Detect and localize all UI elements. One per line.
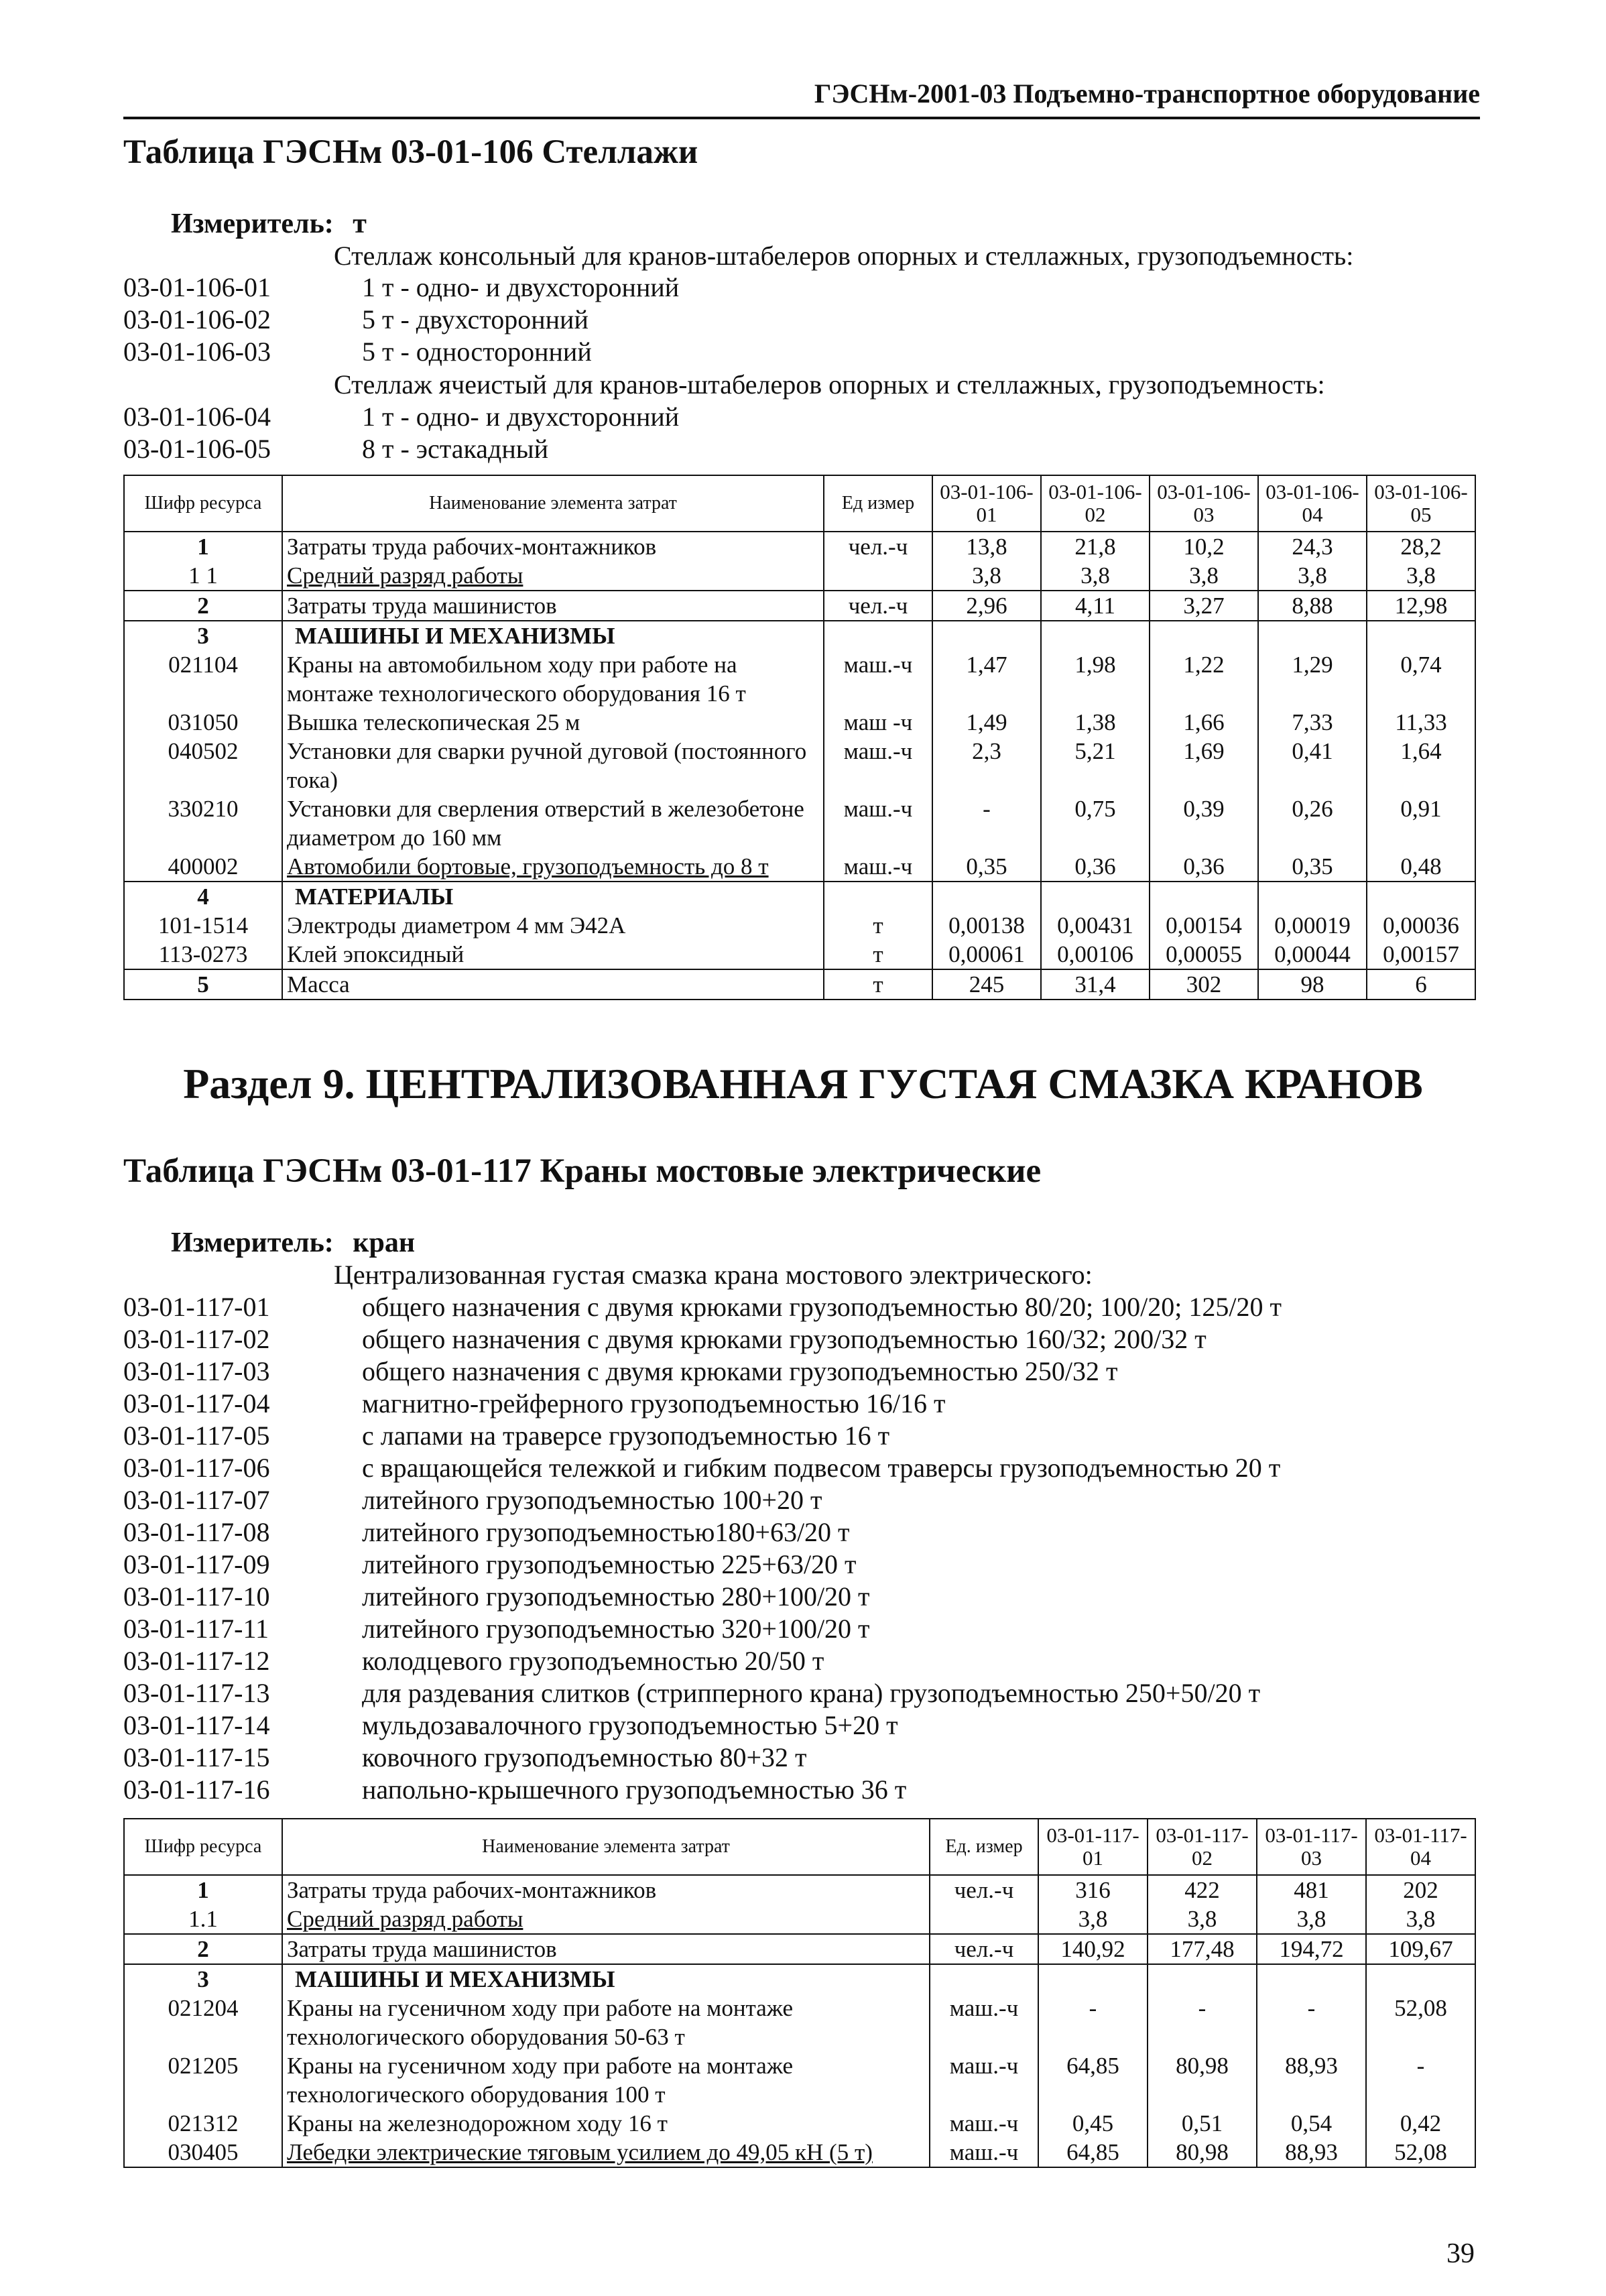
row-unit: чел.-ч: [824, 591, 932, 621]
row-value: 7,33: [1258, 708, 1367, 737]
header-col-1: 03-01-117-01: [1038, 1819, 1148, 1875]
item-text: литейного грузоподъемностью180+63/20 т: [362, 1517, 850, 1547]
table-117-desc: Централизованная густая смазка крана мостового электрического:: [334, 1260, 1093, 1290]
row-value: -: [1148, 1994, 1257, 2051]
item-code: 03-01-117-11: [123, 1614, 269, 1644]
item-text: литейного грузоподъемностью 280+100/20 т: [362, 1581, 870, 1612]
row-value: 0,51: [1148, 2109, 1257, 2138]
row-value: 80,98: [1148, 2138, 1257, 2167]
item-text: магнитно-грейферного грузоподъемностью 16/16 т: [362, 1388, 946, 1418]
item-text: литейного грузоподъемностью 225+63/20 т: [362, 1549, 857, 1579]
item-code: 03-01-117-07: [123, 1485, 270, 1515]
row-value: 1,49: [932, 708, 1041, 737]
row-name: Средний разряд работы: [282, 1905, 930, 1934]
item-code: 03-01-106-03: [123, 337, 271, 367]
table-row: [124, 852, 1475, 882]
row-name: Лебедки электрические тяговым усилием до 49,05 кН (5 т): [282, 2138, 930, 2167]
row-unit: маш.-ч: [824, 852, 932, 882]
row-code: 3: [124, 1964, 282, 1994]
header-unit: Ед. измер: [930, 1819, 1038, 1875]
row-value: 0,00106: [1041, 940, 1150, 969]
table-row: [124, 2138, 1475, 2167]
row-unit: т: [824, 969, 932, 1000]
row-value: 0,00061: [932, 940, 1041, 969]
row-value: 0,75: [1041, 794, 1150, 852]
row-unit: чел.-ч: [824, 532, 932, 561]
row-code: 031050: [124, 708, 282, 737]
item-code: 03-01-117-14: [123, 1710, 270, 1740]
table-row: [124, 737, 1475, 794]
row-value: [1257, 1964, 1366, 1994]
row-value: 481: [1257, 1875, 1366, 1905]
row-code: 113-0273: [124, 940, 282, 969]
row-value: 0,00157: [1367, 940, 1475, 969]
row-unit: маш.-ч: [930, 2051, 1038, 2109]
row-value: 0,39: [1150, 794, 1258, 852]
row-value: [1367, 621, 1475, 650]
row-value: 64,85: [1038, 2051, 1148, 2109]
row-value: 1,22: [1150, 650, 1258, 708]
row-value: [1041, 621, 1150, 650]
row-code: 4: [124, 882, 282, 911]
row-value: 0,45: [1038, 2109, 1148, 2138]
item-code: 03-01-117-16: [123, 1774, 270, 1805]
row-value: [1038, 1964, 1148, 1994]
item-text: 5 т - односторонний: [362, 337, 592, 367]
row-value: [1148, 1964, 1257, 1994]
item-text: 1 т - одно- и двухсторонний: [362, 272, 680, 302]
item-code: 03-01-106-04: [123, 402, 271, 432]
row-code: 400002: [124, 852, 282, 882]
row-value: 422: [1148, 1875, 1257, 1905]
row-value: 302: [1150, 969, 1258, 1000]
row-name: Клей эпоксидный: [282, 940, 824, 969]
row-value: 0,42: [1366, 2109, 1475, 2138]
table-row: [124, 1964, 1475, 1994]
row-value: 0,00036: [1367, 911, 1475, 940]
row-value: 80,98: [1148, 2051, 1257, 2109]
row-value: 28,2: [1367, 532, 1475, 561]
row-name: МАТЕРИАЛЫ: [282, 882, 824, 911]
row-value: 3,8: [1366, 1905, 1475, 1934]
row-unit: маш.-ч: [824, 794, 932, 852]
item-text: 8 т - эстакадный: [362, 434, 549, 464]
row-code: 2: [124, 1934, 282, 1964]
table-106-group2-desc: Стеллаж ячеистый для кранов-штабелеров опорных и стеллажных, грузоподъемность:: [334, 369, 1325, 400]
row-value: 88,93: [1257, 2051, 1366, 2109]
table-117-title: Таблица ГЭСНм 03-01-117 Краны мостовые электрические: [123, 1152, 1042, 1190]
row-value: 1,38: [1041, 708, 1150, 737]
item-code: 03-01-117-09: [123, 1549, 270, 1579]
table-row: [124, 2109, 1475, 2138]
row-name: Установки для сверления отверстий в железобетоне диаметром до 160 мм: [282, 794, 824, 852]
item-code: 03-01-106-02: [123, 304, 271, 335]
row-unit: [930, 1964, 1038, 1994]
row-value: 4,11: [1041, 591, 1150, 621]
row-unit: чел.-ч: [930, 1934, 1038, 1964]
header-unit: Ед измер: [824, 475, 932, 532]
row-value: [932, 621, 1041, 650]
row-name: Электроды диаметром 4 мм Э42А: [282, 911, 824, 940]
row-value: 6: [1367, 969, 1475, 1000]
row-value: -: [932, 794, 1041, 852]
table-row: [124, 621, 1475, 650]
running-header: [123, 75, 1480, 119]
table-row: [124, 882, 1475, 911]
row-value: 0,00154: [1150, 911, 1258, 940]
row-unit: чел.-ч: [930, 1875, 1038, 1905]
row-unit: маш -ч: [824, 708, 932, 737]
row-code: 2: [124, 591, 282, 621]
table-row: [124, 591, 1475, 621]
row-value: [1150, 621, 1258, 650]
row-value: 2,3: [932, 737, 1041, 794]
row-value: 21,8: [1041, 532, 1150, 561]
row-value: 0,91: [1367, 794, 1475, 852]
row-value: 1,47: [932, 650, 1041, 708]
row-value: 0,35: [932, 852, 1041, 882]
row-value: 5,21: [1041, 737, 1150, 794]
row-code: 021104: [124, 650, 282, 708]
row-name: Краны на гусеничном ходу при работе на монтаже технологического оборудования 100 т: [282, 2051, 930, 2109]
table-117-resources: [123, 1818, 1476, 2168]
item-text: для раздевания слитков (стрипперного крана) грузоподъемностью 250+50/20 т: [362, 1678, 1261, 1708]
row-unit: [930, 1905, 1038, 1934]
row-value: 0,48: [1367, 852, 1475, 882]
table-106-measure: [171, 208, 367, 240]
row-code: 021204: [124, 1994, 282, 2051]
row-code: 021312: [124, 2109, 282, 2138]
row-value: 3,8: [1367, 561, 1475, 591]
item-text: ковочного грузоподъемностью 80+32 т: [362, 1742, 807, 1772]
header-col-5: 03-01-106-05: [1367, 475, 1475, 532]
page-number: 39: [1446, 2238, 1475, 2269]
item-code: 03-01-106-01: [123, 272, 271, 302]
row-code: 1: [124, 532, 282, 561]
row-name: Установки для сварки ручной дуговой (постоянного тока): [282, 737, 824, 794]
row-value: 52,08: [1366, 1994, 1475, 2051]
item-text: с лапами на траверсе грузоподъемностью 16 т: [362, 1421, 890, 1451]
row-value: 24,3: [1258, 532, 1367, 561]
item-code: 03-01-117-01: [123, 1292, 270, 1322]
row-code: 101-1514: [124, 911, 282, 940]
row-code: 021205: [124, 2051, 282, 2109]
item-code: 03-01-117-05: [123, 1421, 270, 1451]
row-value: 140,92: [1038, 1934, 1148, 1964]
row-value: 52,08: [1366, 2138, 1475, 2167]
measure-label: Измеритель:: [171, 1227, 334, 1258]
row-value: 0,41: [1258, 737, 1367, 794]
row-value: 3,8: [1041, 561, 1150, 591]
table-106-resources: [123, 475, 1476, 1000]
row-code: 330210: [124, 794, 282, 852]
row-value: 0,00138: [932, 911, 1041, 940]
row-unit: т: [824, 940, 932, 969]
item-text: общего назначения с двумя крюками грузоподъемностью 80/20; 100/20; 125/20 т: [362, 1292, 1282, 1322]
header-name: Наименование элемента затрат: [282, 475, 824, 532]
row-unit: маш.-ч: [930, 2138, 1038, 2167]
row-value: 3,27: [1150, 591, 1258, 621]
row-code: 1: [124, 1875, 282, 1905]
item-text: 5 т - двухсторонний: [362, 304, 589, 335]
row-name: МАШИНЫ И МЕХАНИЗМЫ: [282, 621, 824, 650]
row-unit: [824, 882, 932, 911]
item-text: колодцевого грузоподъемностью 20/50 т: [362, 1646, 824, 1676]
table-row: [124, 969, 1475, 1000]
table-row: [124, 532, 1475, 561]
table-row: [124, 1934, 1475, 1964]
row-value: 0,00431: [1041, 911, 1150, 940]
row-value: [1366, 1964, 1475, 1994]
row-value: [1367, 882, 1475, 911]
row-value: 0,54: [1257, 2109, 1366, 2138]
header-code: Шифр ресурса: [124, 1819, 282, 1875]
row-unit: маш.-ч: [824, 737, 932, 794]
row-value: 0,36: [1150, 852, 1258, 882]
header-title: ГЭСНм-2001-03 Подъемно-транспортное оборудование: [814, 78, 1480, 109]
header-col-3: 03-01-106-03: [1150, 475, 1258, 532]
row-code: 1.1: [124, 1905, 282, 1934]
table-row: [124, 940, 1475, 969]
row-value: 1,98: [1041, 650, 1150, 708]
item-code: 03-01-117-04: [123, 1388, 270, 1418]
row-name: МАШИНЫ И МЕХАНИЗМЫ: [282, 1964, 930, 1994]
row-name: Масса: [282, 969, 824, 1000]
item-code: 03-01-106-05: [123, 434, 271, 464]
header-code: Шифр ресурса: [124, 475, 282, 532]
row-value: 0,00055: [1150, 940, 1258, 969]
row-value: -: [1257, 1994, 1366, 2051]
row-value: 2,96: [932, 591, 1041, 621]
row-value: [1150, 882, 1258, 911]
row-value: 0,00044: [1258, 940, 1367, 969]
row-unit: маш.-ч: [930, 2109, 1038, 2138]
row-value: 109,67: [1366, 1934, 1475, 1964]
table-row: [124, 794, 1475, 852]
row-value: 3,8: [1038, 1905, 1148, 1934]
header-col-4: 03-01-117-04: [1366, 1819, 1475, 1875]
row-value: 3,8: [1258, 561, 1367, 591]
row-value: 1,64: [1367, 737, 1475, 794]
item-text: с вращающейся тележкой и гибким подвесом траверсы грузоподъемностью 20 т: [362, 1453, 1281, 1483]
item-code: 03-01-117-08: [123, 1517, 270, 1547]
row-code: 3: [124, 621, 282, 650]
item-text: общего назначения с двумя крюками грузоподъемностью 160/32; 200/32 т: [362, 1324, 1207, 1354]
row-unit: [824, 561, 932, 591]
table-row: [124, 561, 1475, 591]
table-row: [124, 1905, 1475, 1934]
row-value: 0,26: [1258, 794, 1367, 852]
row-value: 10,2: [1150, 532, 1258, 561]
row-value: 1,66: [1150, 708, 1258, 737]
row-value: 316: [1038, 1875, 1148, 1905]
header-name: Наименование элемента затрат: [282, 1819, 930, 1875]
row-value: 177,48: [1148, 1934, 1257, 1964]
row-value: -: [1366, 2051, 1475, 2109]
measure-unit: кран: [353, 1227, 416, 1258]
row-value: 3,8: [1257, 1905, 1366, 1934]
table-row: [124, 708, 1475, 737]
row-value: 64,85: [1038, 2138, 1148, 2167]
row-unit: [824, 621, 932, 650]
row-value: 1,29: [1258, 650, 1367, 708]
row-value: 194,72: [1257, 1934, 1366, 1964]
row-name: Краны на гусеничном ходу при работе на монтаже технологического оборудования 50-63 т: [282, 1994, 930, 2051]
row-value: 3,8: [1148, 1905, 1257, 1934]
row-code: 1 1: [124, 561, 282, 591]
row-value: 1,69: [1150, 737, 1258, 794]
row-value: 98: [1258, 969, 1367, 1000]
table-row: [124, 650, 1475, 708]
item-text: литейного грузоподъемностью 100+20 т: [362, 1485, 822, 1515]
item-code: 03-01-117-10: [123, 1581, 270, 1612]
row-value: 245: [932, 969, 1041, 1000]
table-row: [124, 911, 1475, 940]
row-value: 0,00019: [1258, 911, 1367, 940]
item-text: общего назначения с двумя крюками грузоподъемностью 250/32 т: [362, 1356, 1118, 1386]
item-text: мульдозавалочного грузоподъемностью 5+20 т: [362, 1710, 898, 1740]
item-text: литейного грузоподъемностью 320+100/20 т: [362, 1614, 870, 1644]
row-value: 0,36: [1041, 852, 1150, 882]
item-code: 03-01-117-02: [123, 1324, 270, 1354]
table-117-measure: [171, 1227, 415, 1259]
table-row: [124, 2051, 1475, 2109]
row-name: Средний разряд работы: [282, 561, 824, 591]
item-code: 03-01-117-13: [123, 1678, 270, 1708]
row-value: 12,98: [1367, 591, 1475, 621]
row-name: Затраты труда машинистов: [282, 1934, 930, 1964]
table-106-title: Таблица ГЭСНм 03-01-106 Стеллажи: [123, 133, 698, 171]
item-code: 03-01-117-06: [123, 1453, 270, 1483]
row-value: [1258, 621, 1367, 650]
row-value: 3,8: [1150, 561, 1258, 591]
row-name: Краны на железнодорожном ходу 16 т: [282, 2109, 930, 2138]
header-col-2: 03-01-106-02: [1041, 475, 1150, 532]
row-value: [1041, 882, 1150, 911]
item-code: 03-01-117-12: [123, 1646, 270, 1676]
row-value: -: [1038, 1994, 1148, 2051]
row-value: 31,4: [1041, 969, 1150, 1000]
table-row: [124, 1994, 1475, 2051]
row-value: 202: [1366, 1875, 1475, 1905]
header-col-4: 03-01-106-04: [1258, 475, 1367, 532]
row-unit: маш.-ч: [930, 1994, 1038, 2051]
row-value: 88,93: [1257, 2138, 1366, 2167]
row-value: 0,74: [1367, 650, 1475, 708]
row-value: 3,8: [932, 561, 1041, 591]
row-value: 8,88: [1258, 591, 1367, 621]
section-title: Раздел 9. ЦЕНТРАЛИЗОВАННАЯ ГУСТАЯ СМАЗКА КРАНОВ: [183, 1060, 1423, 1107]
row-name: Краны на автомобильном ходу при работе на монтаже технологического оборудования 16 т: [282, 650, 824, 708]
row-code: 030405: [124, 2138, 282, 2167]
table-106-group1-desc: Стеллаж консольный для кранов-штабелеров опорных и стеллажных, грузоподъемность:: [334, 241, 1354, 271]
row-value: 11,33: [1367, 708, 1475, 737]
row-name: Автомобили бортовые, грузоподъемность до 8 т: [282, 852, 824, 882]
row-code: 040502: [124, 737, 282, 794]
row-name: Затраты труда машинистов: [282, 591, 824, 621]
row-unit: т: [824, 911, 932, 940]
row-code: 5: [124, 969, 282, 1000]
row-unit: маш.-ч: [824, 650, 932, 708]
row-value: 13,8: [932, 532, 1041, 561]
row-name: Затраты труда рабочих-монтажников: [282, 532, 824, 561]
header-col-3: 03-01-117-03: [1257, 1819, 1366, 1875]
header-col-1: 03-01-106-01: [932, 475, 1041, 532]
row-name: Затраты труда рабочих-монтажников: [282, 1875, 930, 1905]
item-text: 1 т - одно- и двухсторонний: [362, 402, 680, 432]
row-value: [1258, 882, 1367, 911]
row-value: 0,35: [1258, 852, 1367, 882]
header-col-2: 03-01-117-02: [1148, 1819, 1257, 1875]
table-row: [124, 1875, 1475, 1905]
row-value: [932, 882, 1041, 911]
measure-unit: т: [353, 208, 367, 239]
row-name: Вышка телескопическая 25 м: [282, 708, 824, 737]
measure-label: Измеритель:: [171, 208, 334, 239]
item-code: 03-01-117-15: [123, 1742, 270, 1772]
item-code: 03-01-117-03: [123, 1356, 270, 1386]
item-text: напольно-крышечного грузоподъемностью 36 т: [362, 1774, 907, 1805]
